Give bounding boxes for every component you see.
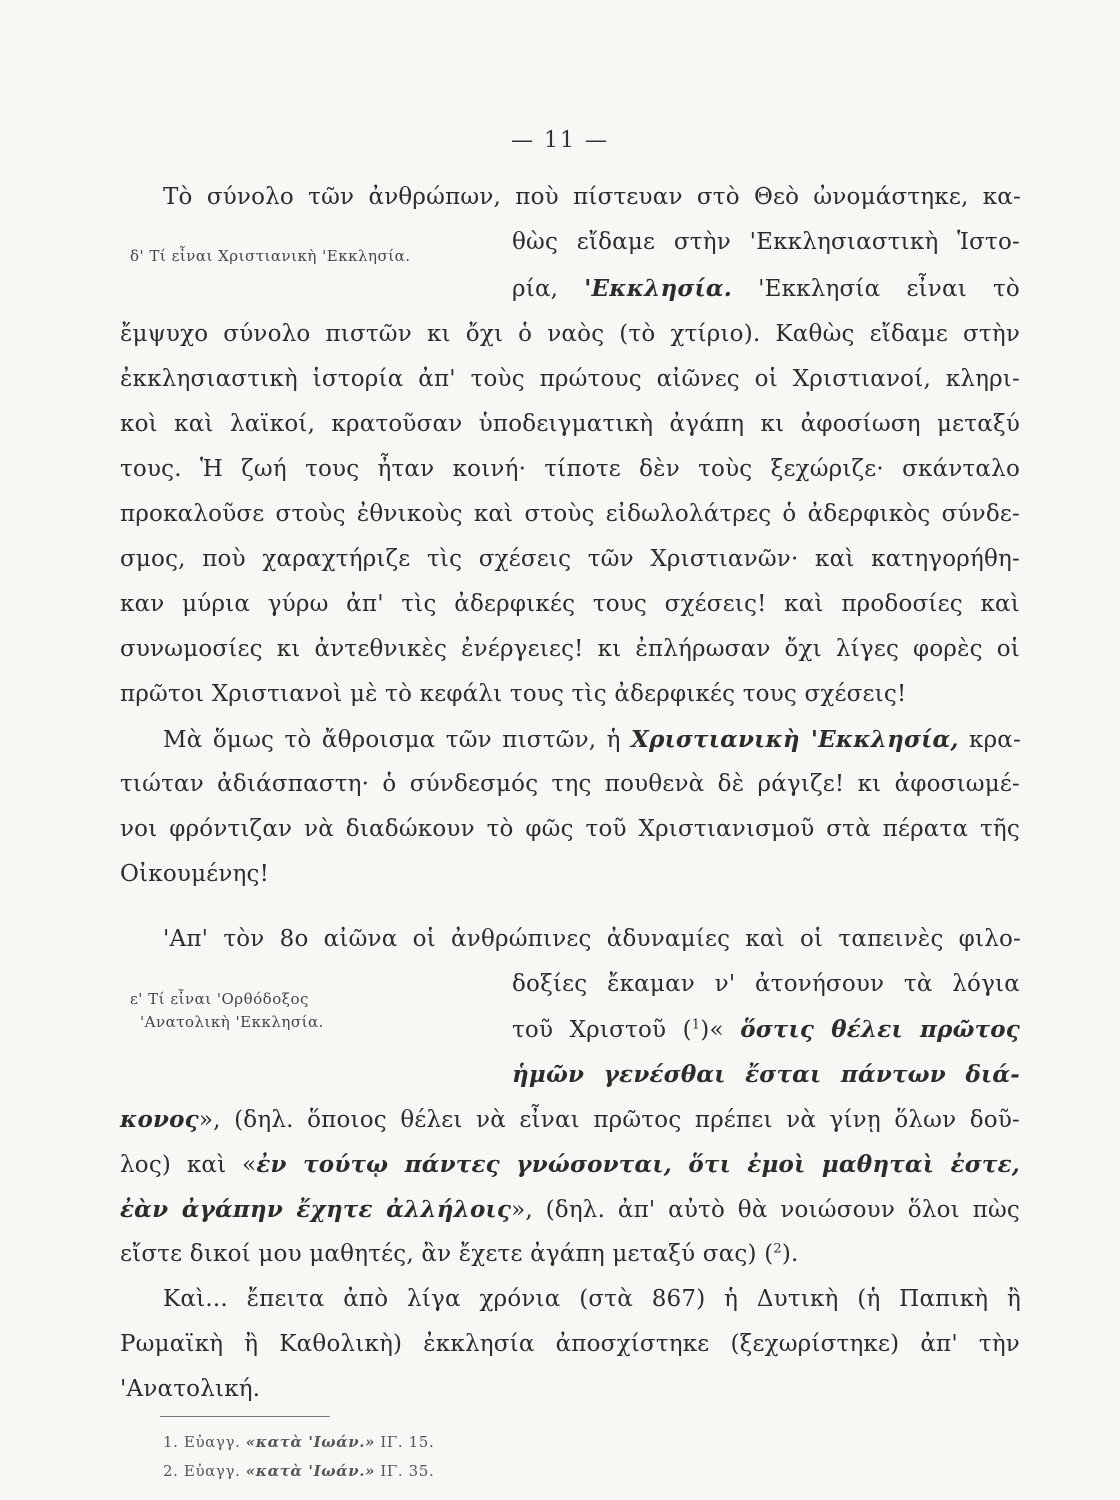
paragraph-1-line-8: προκαλοῦσε στοὺς ἐθνικοὺς καὶ στοὺς εἰδωλολάτρες ὁ ἀδερφικὸς σύνδε- bbox=[120, 501, 1020, 527]
paragraph-3-line-5: κονος», (δηλ. ὅποιος θέλει νὰ εἶναι πρῶτος πρέπει νὰ γίνῃ ὅλων δοῦ- bbox=[120, 1106, 1020, 1133]
paragraph-1-line-9: σμος, ποὺ χαραχτήριζε τὶς σχέσεις τῶν Χριστιανῶν· καὶ κατηγορήθη- bbox=[120, 546, 1020, 572]
paragraph-4-line-3: 'Ανατολική. bbox=[120, 1376, 261, 1402]
paragraph-2-line-1: Μὰ ὅμως τὸ ἄθροισμα τῶν πιστῶν, ἡ Χριστιανικὴ 'Εκκλησία, κρα- bbox=[163, 726, 1022, 753]
paragraph-1-line-11: συνωμοσίες κι ἀντεθνικὲς ἐνέργειες! κι ἐπλήρωσαν ὄχι λίγες φορὲς οἱ bbox=[120, 636, 1020, 662]
paragraph-4-line-2: Ρωμαϊκὴ ἢ Καθολικὴ) ἐκκλησία ἀποσχίστηκε (ξεχωρίστηκε) ἀπ' τὴν bbox=[120, 1331, 1020, 1357]
quote-2-start: ἐν τούτῳ πάντες γνώσονται, ὅτι ἐμοὶ μαθηταὶ ἐστε, bbox=[256, 1151, 1020, 1178]
paragraph-1-line-12: πρῶτοι Χριστιανοὶ μὲ τὸ κεφάλι τους τὶς ἀδερφικές τους σχέσεις! bbox=[120, 681, 907, 707]
term-christianiki-ekklisia: Χριστιανικὴ 'Εκκλησία, bbox=[631, 726, 959, 753]
paragraph-3-line-1: 'Απ' τὸν 8ο αἰῶνα οἱ ἀνθρώπινες ἀδυναμίες καὶ οἱ ταπεινὲς φιλο- bbox=[163, 926, 1021, 952]
page-number: — 11 — bbox=[511, 128, 609, 153]
paragraph-2-line-3: νοι φρόντιζαν νὰ διαδώκουν τὸ φῶς τοῦ Χριστιανισμοῦ στὰ πέρατα τῆς bbox=[120, 816, 1020, 842]
paragraph-1-line-4: ἔμψυχο σύνολο πιστῶν κι ὄχι ὁ ναὸς (τὸ χτίριο). Καθὼς εἴδαμε στὴν bbox=[120, 321, 1020, 347]
quote-1-start: ὅστις θέλει πρῶτος bbox=[740, 1016, 1020, 1043]
term-ekklisia: 'Εκκλησία. bbox=[584, 275, 732, 302]
side-note-e-line-2: 'Ανατολικὴ 'Εκκλησία. bbox=[140, 1013, 324, 1031]
paragraph-1-line-3: ρία, 'Εκκλησία. 'Εκκλησία εἶναι τὸ bbox=[512, 275, 1020, 302]
paragraph-1-line-5: ἐκκλησιαστικὴ ἱστορία ἀπ' τοὺς πρώτους αἰῶνες οἱ Χριστιανοί, κληρι- bbox=[120, 366, 1020, 392]
paragraph-2-line-2: τιώταν ἀδιάσπαστη· ὁ σύνδεσμός της πουθενὰ δὲ ράγιζε! κι ἀφοσιωμέ- bbox=[120, 771, 1020, 797]
paragraph-1-line-6: κοὶ καὶ λαϊκοί, κρατοῦσαν ὑποδειγματικὴ ἀγάπη κι ἀφοσίωση μεταξύ bbox=[120, 411, 1020, 437]
paragraph-3-line-6: λος) καὶ «ἐν τούτῳ πάντες γνώσονται, ὅτι ἐμοὶ μαθηταὶ ἐστε, bbox=[120, 1151, 1020, 1178]
paragraph-1-line-2: θὼς εἴδαμε στὴν 'Εκκλησιαστικὴ Ἱστο- bbox=[512, 229, 1020, 255]
paragraph-4-line-1: Καὶ... ἔπειτα ἀπὸ λίγα χρόνια (στὰ 867) ἡ Δυτικὴ (ἡ Παπικὴ ἢ bbox=[163, 1286, 1021, 1312]
paragraph-1-line-7: τους. Ἡ ζωή τους ἦταν κοινή· τίποτε δὲν τοὺς ξεχώριζε· σκάνταλο bbox=[120, 456, 1020, 482]
footnote-ref-1: 1 bbox=[691, 1017, 701, 1033]
footnote-divider bbox=[160, 1416, 330, 1417]
side-note-e-line-1: ε' Τί εἶναι 'Ορθόδοξος bbox=[130, 990, 309, 1008]
paragraph-3-line-7: ἐὰν ἀγάπην ἔχητε ἀλλήλοις», (δηλ. ἀπ' αὐτὸ θὰ νοιώσουν ὅλοι πὼς bbox=[120, 1196, 1020, 1223]
footnote-1: 1. Εὐαγγ. «κατὰ 'Ιωάν.» ΙΓ. 15. bbox=[163, 1433, 435, 1451]
quote-2-end: ἐὰν ἀγάπην ἔχητε ἀλλήλοις bbox=[120, 1196, 512, 1223]
footnote-2: 2. Εὐαγγ. «κατὰ 'Ιωάν.» ΙΓ. 35. bbox=[163, 1462, 435, 1480]
paragraph-1-line-10: καν μύρια γύρω ἀπ' τὶς ἀδερφικές τους σχέσεις! καὶ προδοσίες καὶ bbox=[120, 591, 1020, 617]
paragraph-3-line-8: εἴστε δικοί μου μαθητές, ἂν ἔχετε ἀγάπη μεταξύ σας) ($^2$). bbox=[120, 1241, 799, 1267]
paragraph-3-line-4: ἡμῶν γενέσθαι ἔσται πάντων διά- bbox=[512, 1061, 1020, 1088]
quote-1-end: κονος bbox=[120, 1106, 199, 1133]
paragraph-3-line-3: τοῦ Χριστοῦ ($^1$)« ὅστις θέλει πρῶτος bbox=[512, 1016, 1020, 1043]
side-note-d: δ' Τί εἶναι Χριστιανικὴ 'Εκκλησία. bbox=[130, 247, 411, 265]
paragraph-1-line-1: Τὸ σύνολο τῶν ἀνθρώπων, ποὺ πίστευαν στὸ Θεὸ ὠνομάστηκε, κα- bbox=[163, 184, 1021, 210]
paragraph-2-line-4: Οἰκουμένης! bbox=[120, 861, 270, 887]
footnote-ref-2: 2 bbox=[773, 1241, 782, 1257]
paragraph-3-line-2: δοξίες ἔκαμαν ν' ἀτονήσουν τὰ λόγια bbox=[512, 971, 1020, 997]
